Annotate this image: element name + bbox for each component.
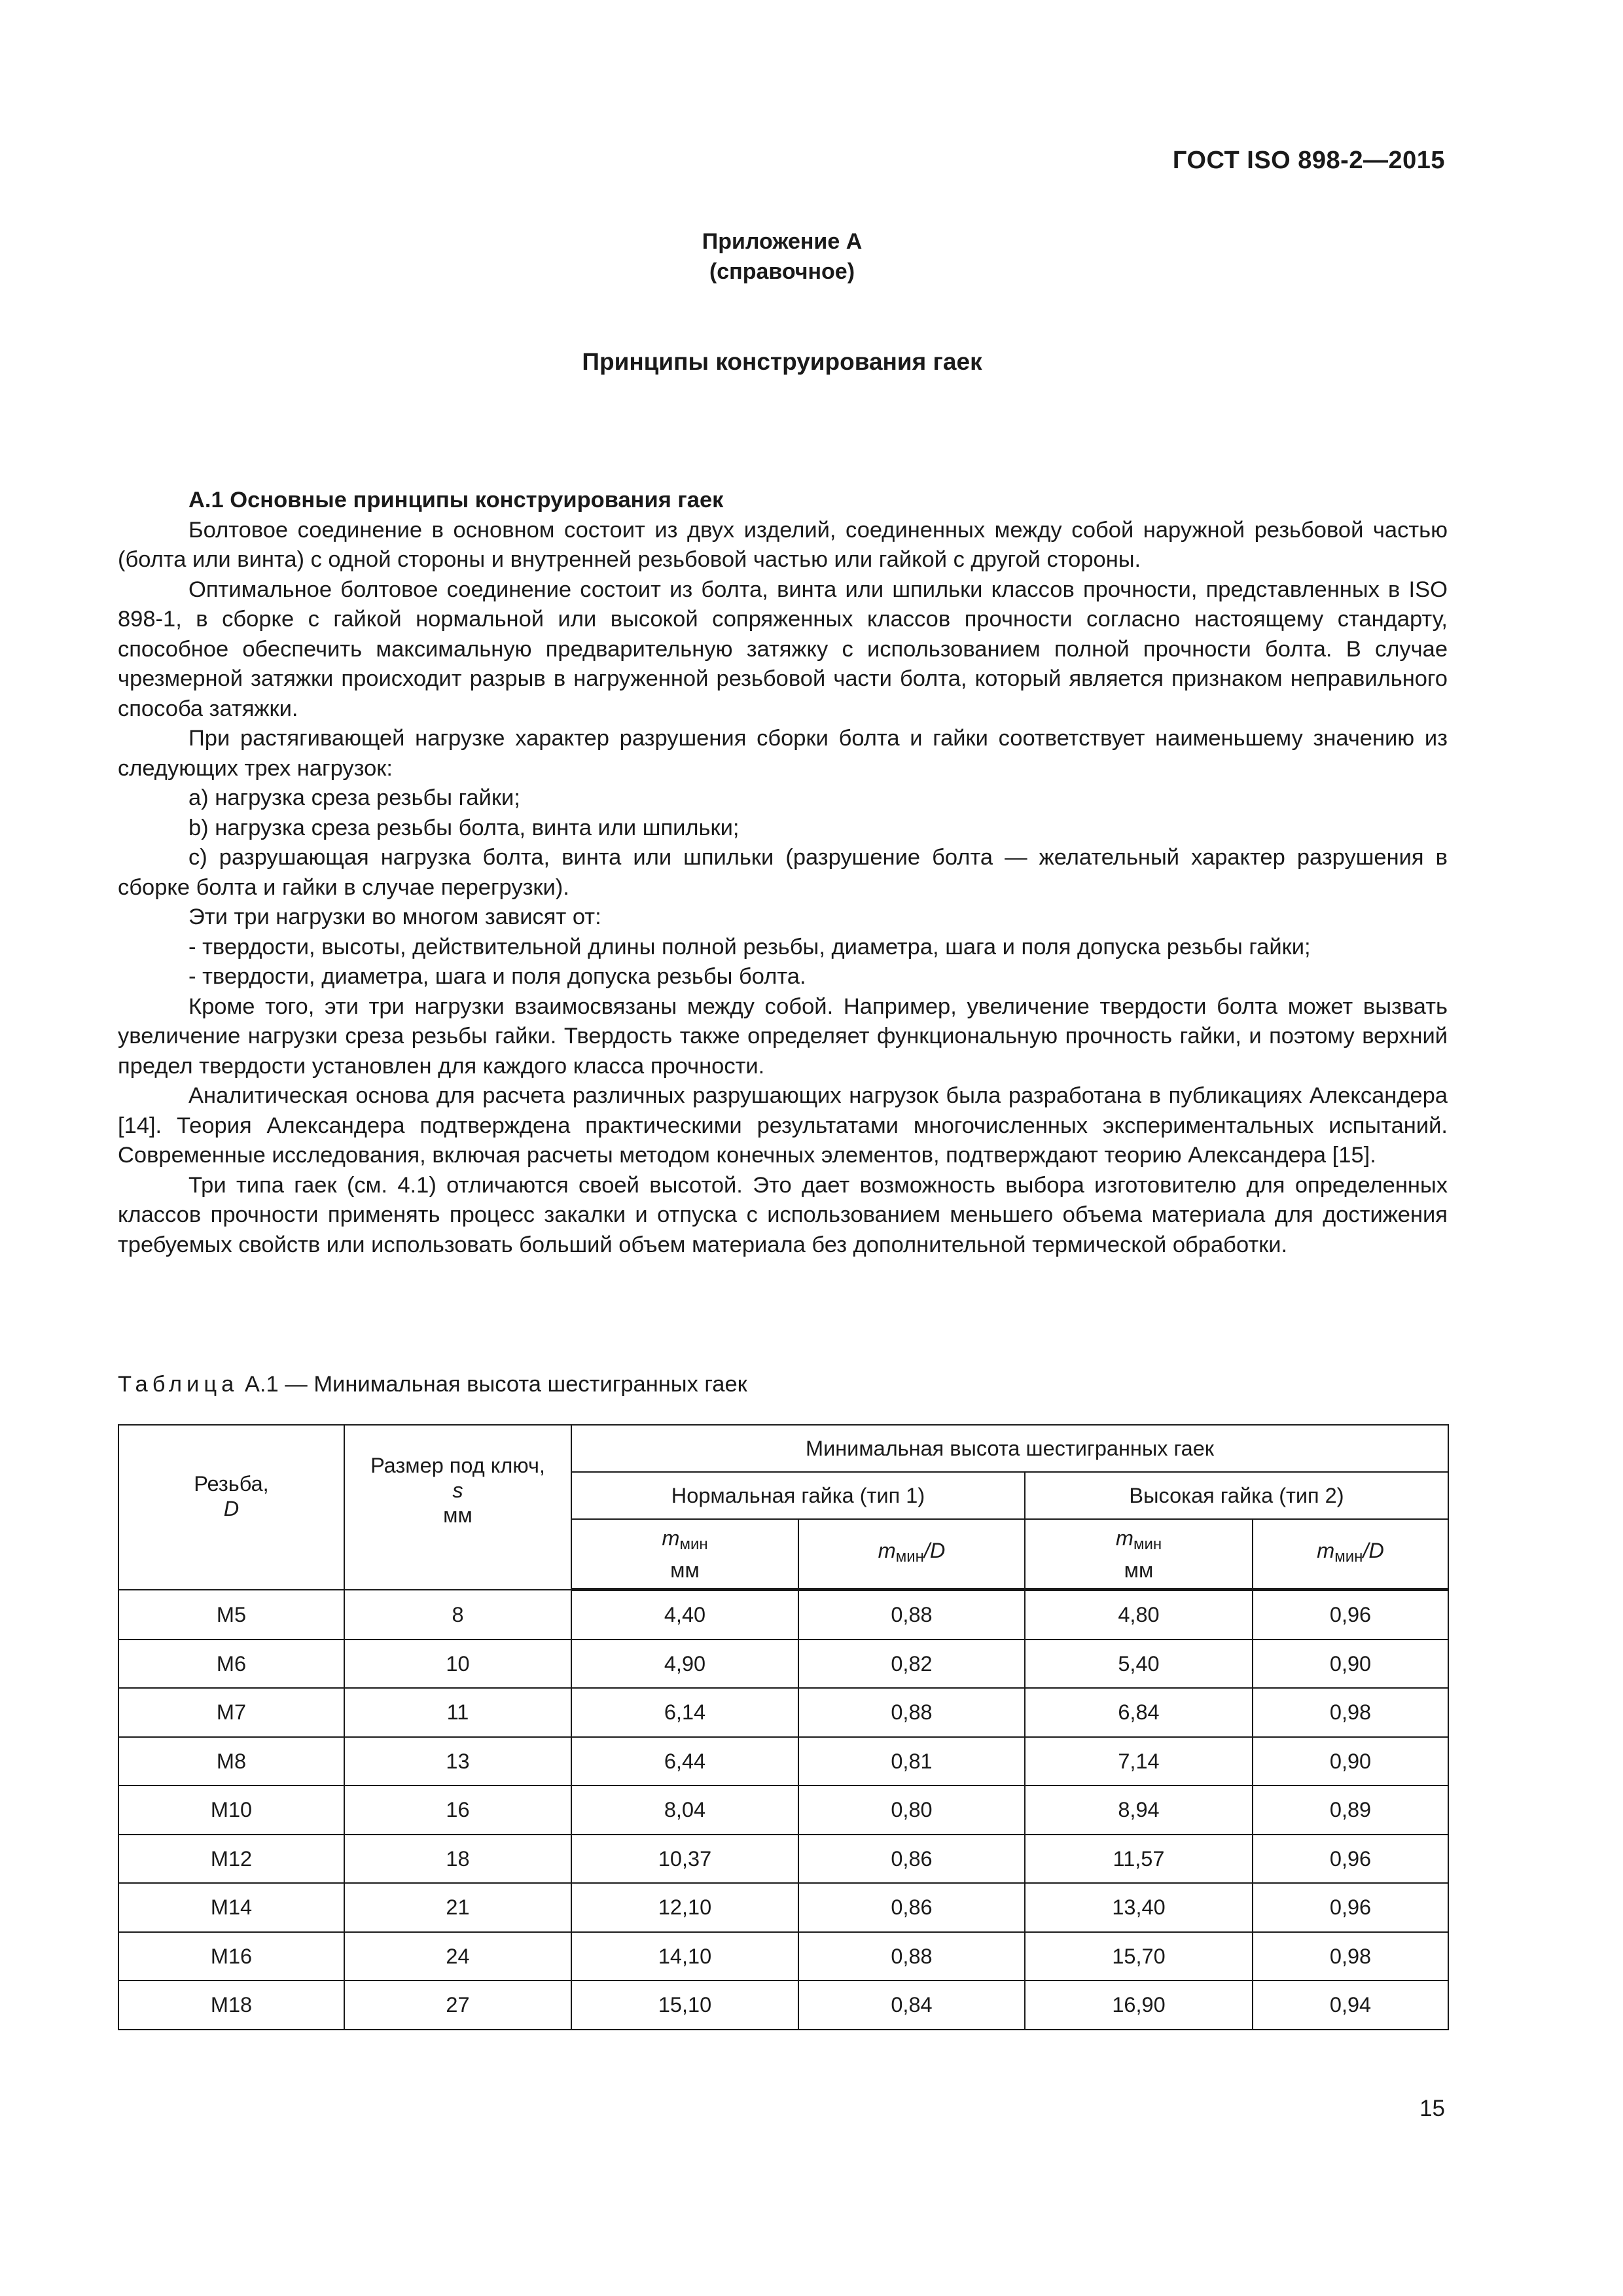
- list-item: - твердости, диаметра, шага и поля допуска резьбы болта.: [188, 964, 806, 989]
- cell-high-ratio: 0,98: [1253, 1932, 1448, 1981]
- cell-normal-ratio: 0,88: [798, 1688, 1025, 1737]
- table-row: [118, 1981, 1448, 2030]
- cell-wrench-size: 24: [344, 1932, 571, 1981]
- cell-wrench-size: 13: [344, 1737, 571, 1786]
- table-row: [118, 1590, 1448, 1640]
- cell-wrench-size: 21: [344, 1883, 571, 1932]
- min-subscript: мин: [1133, 1535, 1162, 1553]
- unit-mm: мм: [1124, 1558, 1154, 1582]
- cell-normal-m-min: 6,44: [571, 1737, 798, 1786]
- header-wrench-label: Размер под ключ,: [370, 1453, 545, 1477]
- cell-high-ratio: 0,96: [1253, 1883, 1448, 1932]
- cell-high-m-min: 6,84: [1025, 1688, 1253, 1737]
- m-symbol: m: [1317, 1539, 1335, 1562]
- cell-thread: M14: [118, 1883, 344, 1932]
- cell-high-ratio: 0,90: [1253, 1737, 1448, 1786]
- paragraph: Болтовое соединение в основном состоит из двух изделий, соединенных между собой наружной резьбовой частью (болта или винта) с одной стороны и внутренней резьбовой частью или гайкой с другой стороны.: [118, 517, 1448, 572]
- cell-normal-ratio: 0,86: [798, 1883, 1025, 1932]
- cell-normal-m-min: 4,90: [571, 1640, 798, 1689]
- cell-normal-m-min: 14,10: [571, 1932, 798, 1981]
- cell-high-ratio: 0,98: [1253, 1688, 1448, 1737]
- cell-thread: M10: [118, 1785, 344, 1835]
- cell-thread: M16: [118, 1932, 344, 1981]
- cell-high-ratio: 0,90: [1253, 1640, 1448, 1689]
- header-high-ratio: [1253, 1519, 1448, 1590]
- table-row: [118, 1688, 1448, 1737]
- cell-normal-ratio: 0,84: [798, 1981, 1025, 2030]
- cell-normal-ratio: 0,81: [798, 1737, 1025, 1786]
- unit-mm: мм: [670, 1558, 700, 1582]
- appendix-label: Приложение А: [702, 229, 863, 254]
- cell-high-m-min: 7,14: [1025, 1737, 1253, 1786]
- header-high-m-min: [1025, 1519, 1253, 1590]
- cell-normal-m-min: 6,14: [571, 1688, 798, 1737]
- paragraph: Эти три нагрузки во многом зависят от:: [188, 905, 601, 929]
- header-high-nut: Высокая гайка (тип 2): [1025, 1472, 1448, 1519]
- nut-height-table: [118, 1424, 1449, 2030]
- header-min-height-group: Минимальная высота шестигранных гаек: [571, 1425, 1448, 1472]
- ratio-d: /D: [923, 1539, 946, 1562]
- paragraph: При растягивающей нагрузке характер разрушения сборки болта и гайки соответствует наименьшему значению из следующих трех нагрузок:: [118, 726, 1448, 781]
- cell-thread: M8: [118, 1737, 344, 1786]
- cell-normal-ratio: 0,82: [798, 1640, 1025, 1689]
- paragraph: Аналитическая основа для расчета различных разрушающих нагрузок была разработана в публикациях Александера [14]. Теория Александера подтверждена практическими результатами многочисленных экспериментальных испытаний. Современные исследования, включая расчеты методом конечных элементов, подтверждают теорию Александера [15].: [118, 1083, 1448, 1168]
- cell-normal-ratio: 0,88: [798, 1932, 1025, 1981]
- header-thread-symbol: D: [223, 1496, 240, 1520]
- table-caption-label: Таблица: [118, 1372, 239, 1397]
- paragraph: Три типа гаек (см. 4.1) отличаются своей высотой. Это дает возможность выбора изготовителю для определенных классов прочности применять процесс закалки и отпуска с использованием меньшего объема материала для достижения требуемых свойств или использовать больший объем материала без дополнительной термической обработки.: [118, 1172, 1448, 1257]
- section-heading: А.1 Основные принципы конструирования гаек: [188, 488, 724, 512]
- table-row: [118, 1737, 1448, 1786]
- min-subscript: мин: [895, 1548, 924, 1566]
- cell-high-ratio: 0,89: [1253, 1785, 1448, 1835]
- cell-high-m-min: 16,90: [1025, 1981, 1253, 2030]
- cell-thread: M18: [118, 1981, 344, 2030]
- header-thread-label: Резьба,: [194, 1471, 269, 1496]
- m-symbol: m: [1115, 1526, 1133, 1550]
- m-symbol: m: [878, 1539, 896, 1562]
- paragraph: Оптимальное болтовое соединение состоит из болта, винта или шпильки классов прочности, представленных в ISO 898-1, в сборке с гайкой нормальной или высокой сопряженных классов прочности согласно настоящему стандарту, способное обеспечить максимальную предварительную затяжку с использованием полной прочности болта. В случае чрезмерной затяжки происходит разрыв в нагруженной резьбовой части болта, который является признаком неправильного способа затяжки.: [118, 577, 1448, 721]
- table-row: [118, 1883, 1448, 1932]
- cell-thread: M12: [118, 1835, 344, 1884]
- list-item: b) нагрузка среза резьбы болта, винта или шпильки;: [188, 815, 740, 840]
- table-row: [118, 1640, 1448, 1689]
- paragraph: Кроме того, эти три нагрузки взаимосвязаны между собой. Например, увеличение твердости болта может вызвать увеличение нагрузки среза резьбы гайки. Твердость также определяет функциональную прочность гайки, и поэтому верхний предел твердости установлен для каждого класса прочности.: [118, 994, 1448, 1079]
- list-item: a) нагрузка среза резьбы гайки;: [188, 785, 520, 810]
- table-caption-text: А.1 — Минимальная высота шестигранных гаек: [238, 1372, 747, 1397]
- cell-thread: M5: [118, 1590, 344, 1640]
- cell-high-m-min: 15,70: [1025, 1932, 1253, 1981]
- cell-high-ratio: 0,96: [1253, 1835, 1448, 1884]
- cell-normal-ratio: 0,86: [798, 1835, 1025, 1884]
- table-row: [118, 1835, 1448, 1884]
- list-item: - твердости, высоты, действительной длины полной резьбы, диаметра, шага и поля допуска резьбы гайки;: [188, 934, 1311, 960]
- table-row: [118, 1932, 1448, 1981]
- cell-high-m-min: 13,40: [1025, 1883, 1253, 1932]
- cell-high-m-min: 4,80: [1025, 1590, 1253, 1640]
- document-code: ГОСТ ISO 898-2—2015: [1172, 147, 1445, 174]
- cell-wrench-size: 10: [344, 1640, 571, 1689]
- cell-wrench-size: 16: [344, 1785, 571, 1835]
- cell-high-m-min: 5,40: [1025, 1640, 1253, 1689]
- cell-wrench-size: 8: [344, 1590, 571, 1640]
- cell-high-m-min: 8,94: [1025, 1785, 1253, 1835]
- section-body: [118, 486, 1448, 1260]
- cell-wrench-size: 27: [344, 1981, 571, 2030]
- cell-normal-m-min: 10,37: [571, 1835, 798, 1884]
- table-row: [118, 1785, 1448, 1835]
- cell-normal-m-min: 12,10: [571, 1883, 798, 1932]
- cell-normal-ratio: 0,80: [798, 1785, 1025, 1835]
- header-wrench-size: [344, 1425, 571, 1590]
- header-normal-nut: Нормальная гайка (тип 1): [571, 1472, 1025, 1519]
- header-wrench-symbol: s: [452, 1478, 463, 1502]
- header-wrench-unit: мм: [443, 1503, 473, 1527]
- cell-wrench-size: 11: [344, 1688, 571, 1737]
- cell-normal-m-min: 4,40: [571, 1590, 798, 1640]
- header-normal-m-min: [571, 1519, 798, 1590]
- cell-normal-m-min: 15,10: [571, 1981, 798, 2030]
- header-normal-ratio: [798, 1519, 1025, 1590]
- min-subscript: мин: [1334, 1548, 1363, 1566]
- table-caption: [118, 1372, 747, 1397]
- cell-high-ratio: 0,96: [1253, 1590, 1448, 1640]
- cell-thread: M6: [118, 1640, 344, 1689]
- cell-thread: M7: [118, 1688, 344, 1737]
- appendix-heading: [0, 226, 1564, 287]
- cell-high-m-min: 11,57: [1025, 1835, 1253, 1884]
- min-subscript: мин: [679, 1535, 708, 1553]
- ratio-d: /D: [1363, 1539, 1384, 1562]
- header-thread: [118, 1425, 344, 1590]
- list-item: c) разрушающая нагрузка болта, винта или шпильки (разрушение болта — желательный характер разрушения в сборке болта и гайки в случае перегрузки).: [118, 845, 1448, 900]
- page-number: 15: [1419, 2096, 1445, 2121]
- cell-normal-ratio: 0,88: [798, 1590, 1025, 1640]
- cell-normal-m-min: 8,04: [571, 1785, 798, 1835]
- cell-high-ratio: 0,94: [1253, 1981, 1448, 2030]
- appendix-type: (справочное): [709, 259, 855, 284]
- cell-wrench-size: 18: [344, 1835, 571, 1884]
- m-symbol: m: [662, 1526, 680, 1550]
- page-title: Принципы конструирования гаек: [582, 348, 982, 375]
